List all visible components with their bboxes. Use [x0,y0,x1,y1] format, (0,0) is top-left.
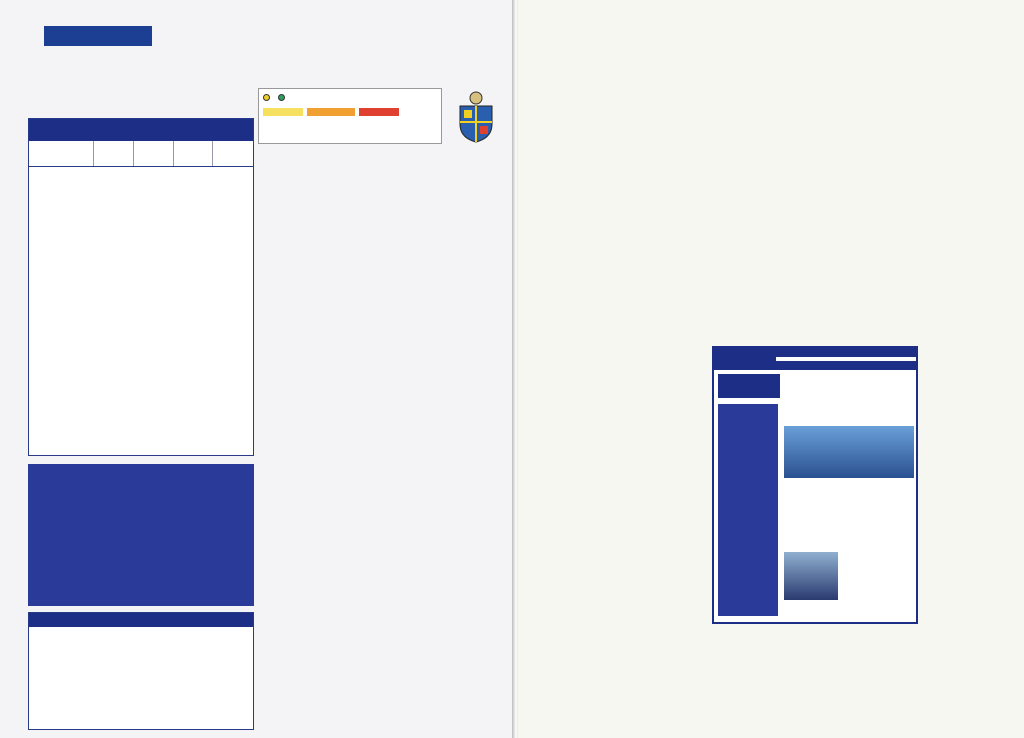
sub-dot-icon [278,94,285,101]
useful-numbers-list [29,627,253,631]
bluechip-logo [718,374,780,398]
key-sent [359,108,399,116]
memorabilia-box [28,464,254,606]
key-booked-sent [307,108,355,116]
fixtures-header [258,150,514,160]
goal-dot-icon [263,94,270,101]
hotel-photo [784,426,914,478]
ad-win-headline [776,357,916,361]
right-page [518,0,1024,738]
useful-numbers-title [29,613,253,627]
key-booked [263,108,303,116]
useful-numbers-box [28,612,254,730]
player-name-header [518,0,1024,138]
bluechip-advert [712,346,918,624]
roll-call-header [29,141,253,167]
nationwide-logo [44,26,152,46]
roll-call-title [29,119,253,141]
team-photo [784,552,838,600]
ad-sidebar [718,404,778,616]
club-crest-icon [456,90,496,144]
symbol-key [258,88,442,144]
roll-call-table [28,118,254,456]
fixtures-table [258,150,514,160]
